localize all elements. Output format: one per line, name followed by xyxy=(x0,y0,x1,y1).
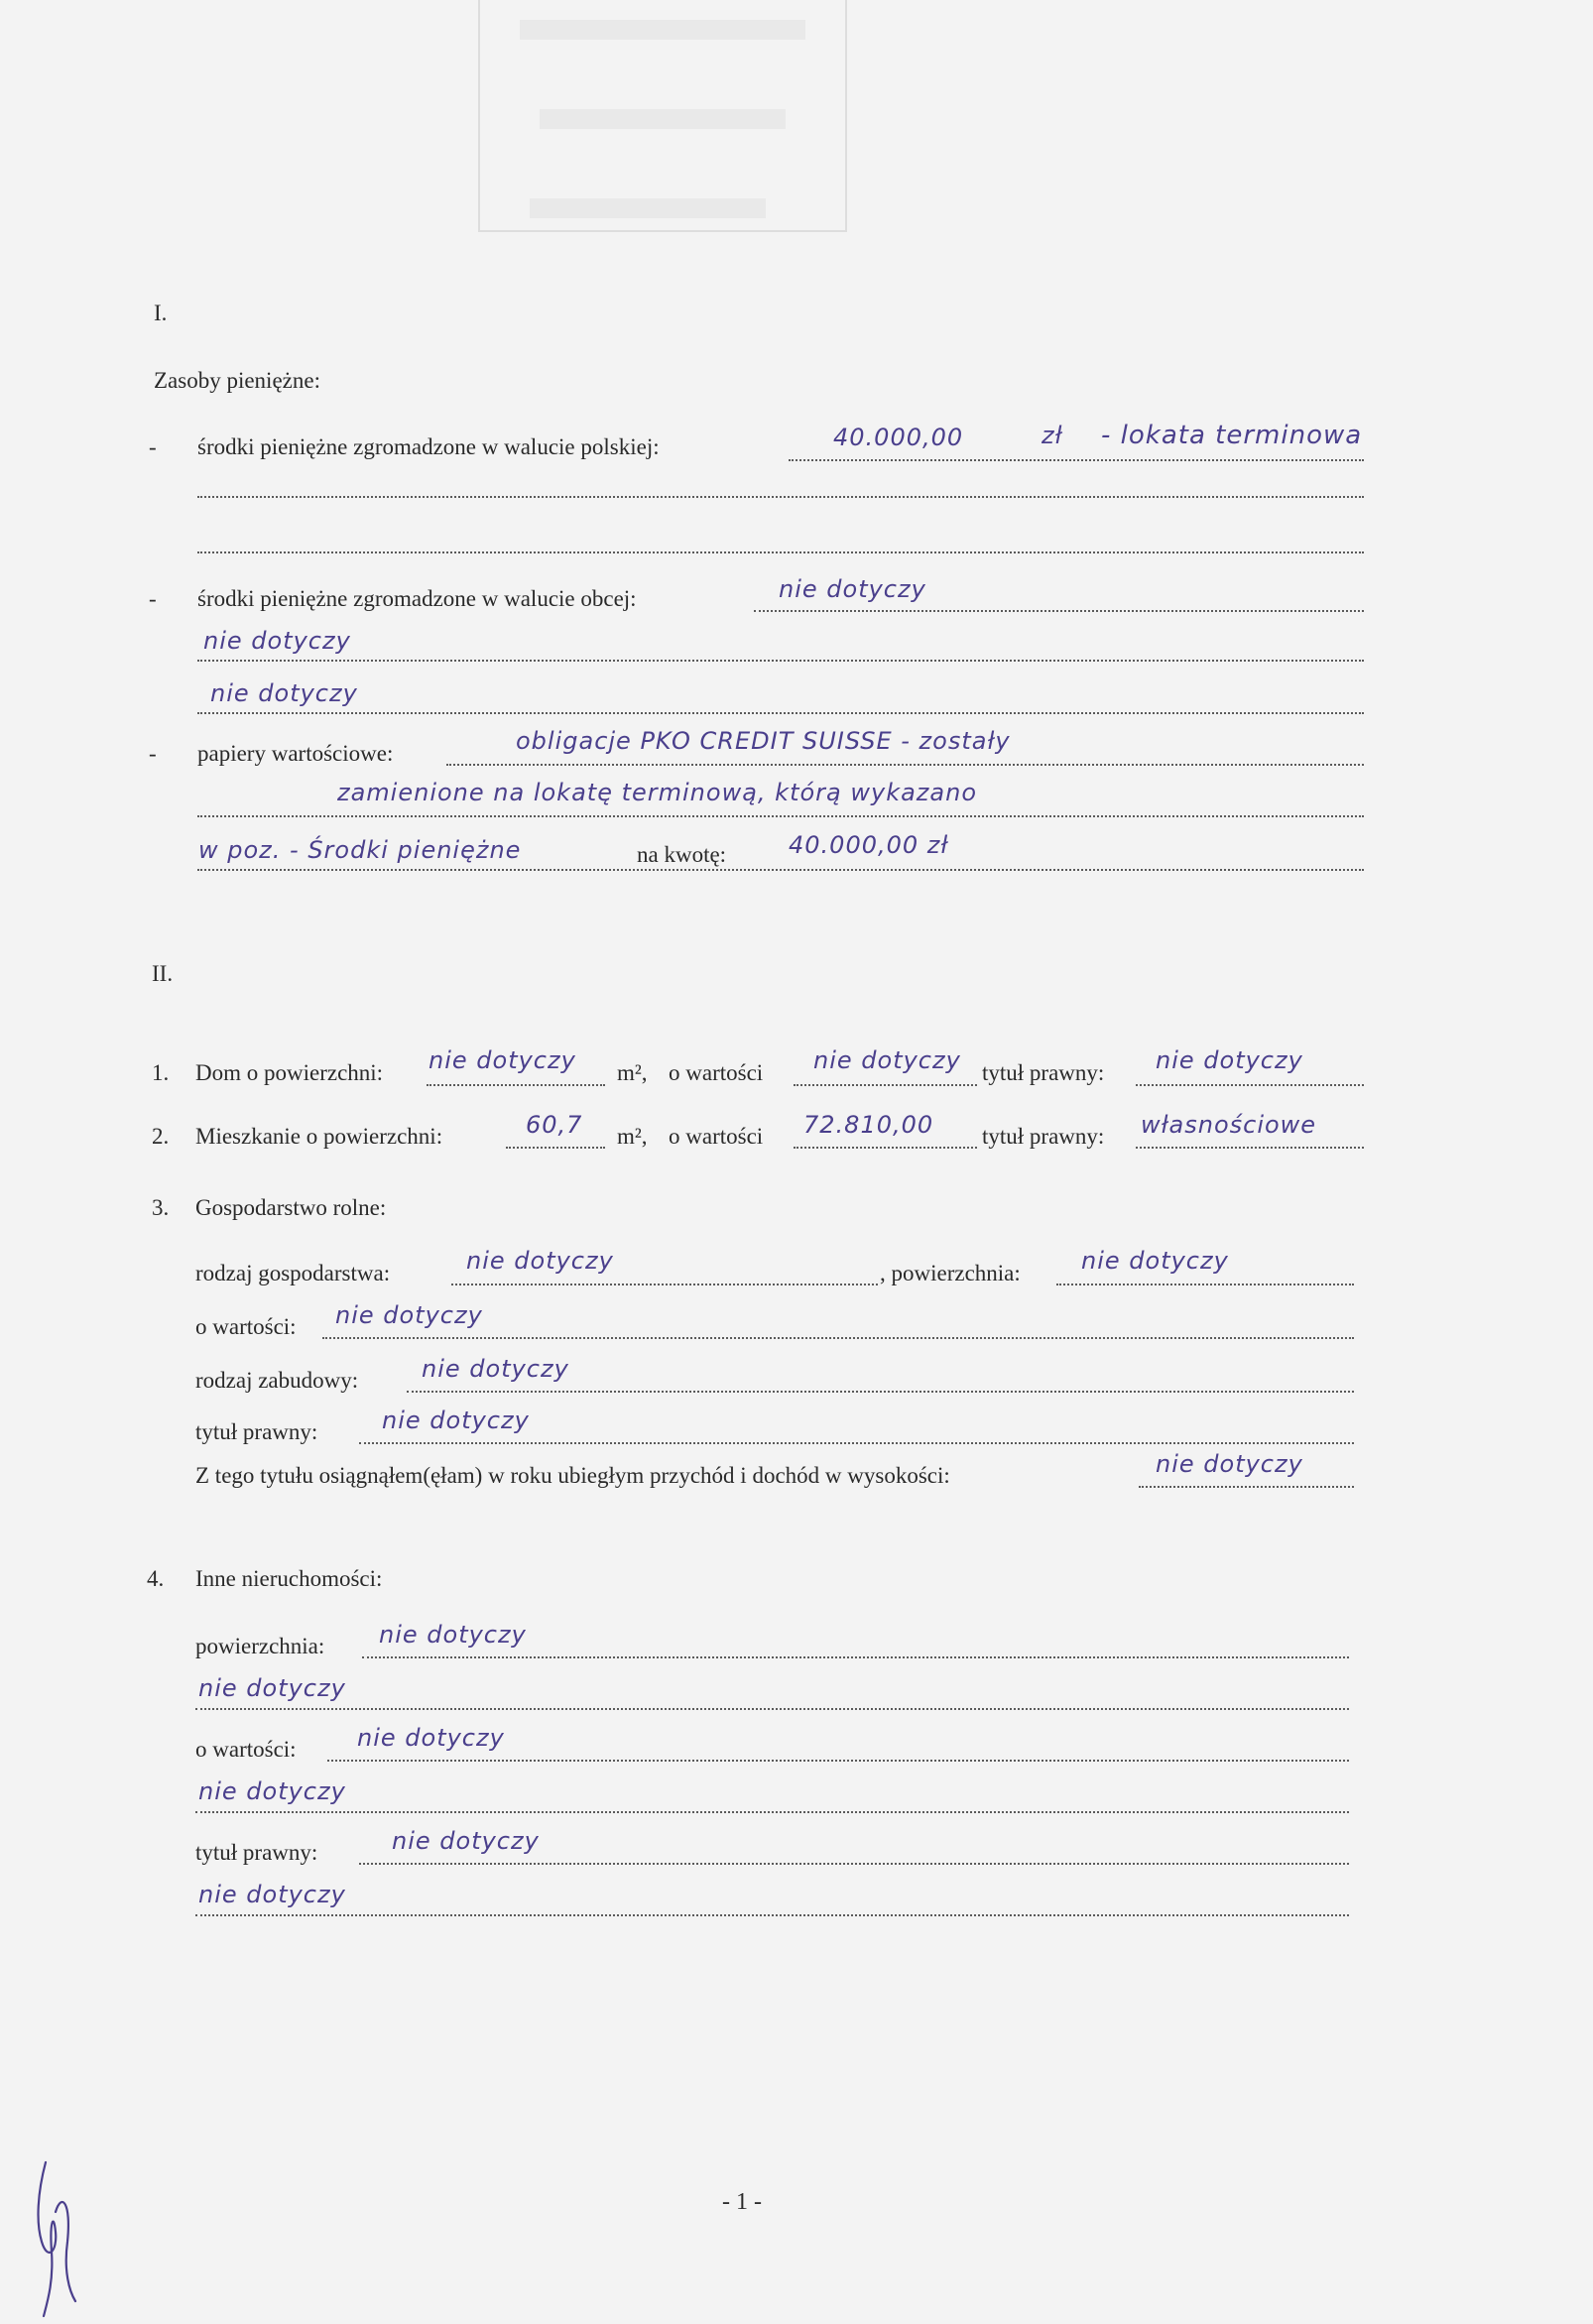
house-value-line xyxy=(794,1084,977,1086)
flat-value-value: 72.810,00 xyxy=(803,1111,934,1139)
other-area-label: powierzchnia: xyxy=(195,1634,325,1658)
pln-funds-line xyxy=(789,459,1364,461)
margin-signature xyxy=(28,2152,87,2321)
flat-area-value: 60,7 xyxy=(526,1111,583,1139)
other-value-line xyxy=(327,1760,1349,1762)
farm-income-line xyxy=(1139,1486,1354,1488)
flat-area-unit: m², xyxy=(617,1124,648,1149)
section-1-intro: Zasoby pieniężne: xyxy=(154,368,320,393)
item-number: 2. xyxy=(152,1124,170,1149)
securities-line-2 xyxy=(197,815,1364,817)
other-title-value: nie dotyczy xyxy=(392,1827,540,1855)
farm-type-line xyxy=(451,1284,878,1285)
farm-buildings-label: rodzaj zabudowy: xyxy=(195,1368,359,1393)
foreign-funds-value: nie dotyczy xyxy=(779,575,926,603)
farm-income-label: Z tego tytułu osiągnąłem(ęłam) w roku ubiegłym przychód i dochód w wysokości: xyxy=(195,1463,950,1488)
foreign-funds-line-2 xyxy=(197,660,1364,662)
house-area-value: nie dotyczy xyxy=(429,1046,576,1074)
farm-type-value: nie dotyczy xyxy=(466,1247,614,1275)
page-number: - 1 - xyxy=(722,2189,762,2215)
other-area-line-2-value: nie dotyczy xyxy=(198,1674,346,1702)
pln-funds-unit: zł xyxy=(1042,422,1063,449)
item-number: 3. xyxy=(152,1195,170,1220)
farm-heading: Gospodarstwo rolne: xyxy=(195,1195,387,1220)
farm-area-line xyxy=(1056,1284,1354,1285)
house-title-label: tytuł prawny: xyxy=(982,1060,1105,1085)
other-heading: Inne nieruchomości: xyxy=(195,1566,383,1591)
house-title-value: nie dotyczy xyxy=(1156,1046,1303,1074)
other-value-label: o wartości: xyxy=(195,1737,297,1762)
securities-value-2: zamienione na lokatę terminową, którą wykazano xyxy=(337,779,978,806)
flat-title-line xyxy=(1136,1147,1364,1149)
securities-line-3 xyxy=(197,869,1364,871)
flat-area-label: Mieszkanie o powierzchni: xyxy=(195,1124,443,1149)
flat-value-line xyxy=(794,1147,977,1149)
other-title-label: tytuł prawny: xyxy=(195,1840,318,1865)
other-title-line-2-value: nie dotyczy xyxy=(198,1881,346,1908)
other-title-line-2 xyxy=(195,1914,1349,1916)
item-number: 1. xyxy=(152,1060,170,1085)
house-title-line xyxy=(1136,1084,1364,1086)
house-area-line xyxy=(427,1084,605,1086)
other-area-line-2 xyxy=(195,1708,1349,1710)
securities-line xyxy=(446,764,1364,766)
farm-buildings-value: nie dotyczy xyxy=(422,1355,569,1383)
farm-title-line xyxy=(359,1442,1354,1444)
securities-label: papiery wartościowe: xyxy=(197,741,394,766)
section-1-heading: I. xyxy=(154,301,168,325)
flat-area-line xyxy=(506,1147,605,1149)
flat-title-value: własnościowe xyxy=(1141,1111,1317,1139)
farm-value-value: nie dotyczy xyxy=(335,1301,483,1329)
foreign-funds-line-3 xyxy=(197,712,1364,714)
dash-marker: - xyxy=(149,586,157,611)
other-area-value: nie dotyczy xyxy=(379,1621,527,1649)
foreign-funds-line xyxy=(754,610,1364,612)
farm-value-line xyxy=(322,1337,1354,1339)
farm-buildings-line xyxy=(407,1391,1354,1393)
house-area-label: Dom o powierzchni: xyxy=(195,1060,384,1085)
securities-amount-label: na kwotę: xyxy=(637,842,727,867)
foreign-funds-line-2-value: nie dotyczy xyxy=(203,627,351,655)
house-area-unit: m², xyxy=(617,1060,648,1085)
securities-value-1: obligacje PKO CREDIT SUISSE - zostały xyxy=(516,727,1011,755)
other-value-value: nie dotyczy xyxy=(357,1724,505,1752)
other-title-line xyxy=(359,1863,1349,1865)
dash-marker: - xyxy=(149,434,157,459)
pln-funds-note: - lokata terminowa xyxy=(1101,421,1363,450)
farm-area-value: nie dotyczy xyxy=(1081,1247,1229,1275)
farm-title-value: nie dotyczy xyxy=(382,1407,530,1434)
section-2-heading: II. xyxy=(152,961,174,986)
pln-funds-line-2 xyxy=(197,496,1364,498)
flat-title-label: tytuł prawny: xyxy=(982,1124,1105,1149)
farm-area-label: , powierzchnia: xyxy=(880,1261,1021,1285)
securities-value-3: w poz. - Środki pieniężne xyxy=(198,836,522,864)
securities-amount: 40.000,00 zł xyxy=(789,831,949,859)
pln-funds-label: środki pieniężne zgromadzone w walucie polskiej: xyxy=(197,434,660,459)
other-value-line-2 xyxy=(195,1811,1349,1813)
other-value-line-2-value: nie dotyczy xyxy=(198,1777,346,1805)
item-number: 4. xyxy=(147,1566,165,1591)
foreign-funds-label: środki pieniężne zgromadzone w walucie obcej: xyxy=(197,586,637,611)
pln-funds-amount: 40.000,00 xyxy=(833,424,964,451)
other-area-line xyxy=(362,1656,1349,1658)
farm-value-label: o wartości: xyxy=(195,1314,297,1339)
house-value-value: nie dotyczy xyxy=(813,1046,961,1074)
farm-income-value: nie dotyczy xyxy=(1156,1450,1303,1478)
pln-funds-line-3 xyxy=(197,551,1364,553)
farm-title-label: tytuł prawny: xyxy=(195,1419,318,1444)
faded-stamp xyxy=(478,0,847,232)
house-value-label: o wartości xyxy=(669,1060,764,1085)
flat-value-label: o wartości xyxy=(669,1124,764,1149)
foreign-funds-line-3-value: nie dotyczy xyxy=(210,679,358,707)
dash-marker: - xyxy=(149,741,157,766)
farm-type-label: rodzaj gospodarstwa: xyxy=(195,1261,391,1285)
